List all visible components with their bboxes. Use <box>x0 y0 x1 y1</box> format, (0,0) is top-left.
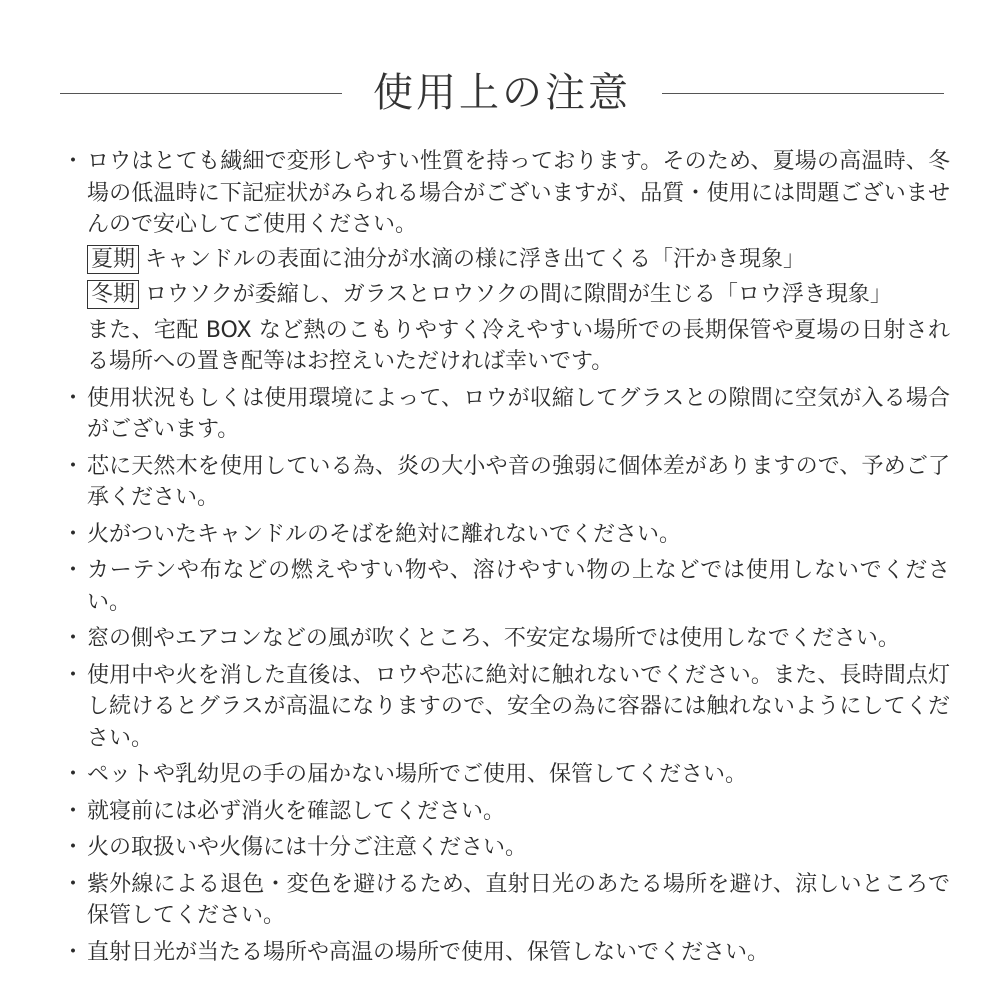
note-extra-text: また、宅配 BOX など熱のこもりやすく冷えやすい場所での長期保管や夏場の日射される場所への置き配等はお控えいただければ幸いです。 <box>87 317 950 374</box>
bullet: ・ <box>62 521 85 547</box>
note-item <box>60 759 950 791</box>
note-item <box>60 660 950 755</box>
winter-label-box: 冬期 <box>87 280 139 309</box>
bullet: ・ <box>62 453 85 479</box>
bullet: ・ <box>62 385 85 411</box>
header-rule-left <box>60 93 342 94</box>
note-text: 紫外線による退色・変色を避けるため、直射日光のあたる場所を避け、涼しいところで保管してください。 <box>87 871 950 928</box>
note-text: ロウはとても繊細で変形しやすい性質を持っております。そのため、夏場の高温時、冬場の低温時に下記症状がみられる場合がございますが、品質・使用には問題ございませんので安心してご使用ください。 <box>87 149 950 237</box>
note-item <box>60 832 950 864</box>
note-text: 芯に天然木を使用している為、炎の大小や音の強弱に個体差がありますので、予めご了承ください。 <box>87 453 950 510</box>
notes-list <box>60 146 950 973</box>
note-text: 就寝前には必ず消火を確認してください。 <box>87 798 506 824</box>
winter-text: ロウソクが委縮し、ガラスとロウソクの間に隙間が生じる「ロウ浮き現象」 <box>145 282 892 307</box>
note-item-wax <box>60 146 950 378</box>
note-text: 火の取扱いや火傷には十分ご注意ください。 <box>87 835 528 860</box>
note-text: ペットや乳幼児の手の届かない場所でご使用、保管してください。 <box>87 762 748 787</box>
note-text: 使用状況もしくは使用環境によって、ロウが収縮してグラスとの隙間に空気が入る場合がございます。 <box>87 385 950 442</box>
note-item <box>60 383 950 446</box>
summer-text: キャンドルの表面に油分が水滴の様に浮き出てくる「汗かき現象」 <box>145 246 806 272</box>
note-text: 直射日光が当たる場所や高温の場所で使用、保管しないでください。 <box>87 939 770 965</box>
note-item <box>60 623 950 655</box>
bullet: ・ <box>62 149 85 174</box>
header <box>60 58 944 128</box>
summer-label-box: 夏期 <box>87 245 139 274</box>
bullet: ・ <box>62 798 85 824</box>
note-item <box>60 869 950 932</box>
note-text: カーテンや布などの燃えやすい物や、溶けやすい物の上などでは使用しないでください。 <box>87 558 950 615</box>
note-text: 使用中や火を消した直後は、ロウや芯に絶対に触れないでください。また、長時間点灯し続けるとグラスが高温になりますので、安全の為に容器には触れないようにしてください。 <box>87 662 950 751</box>
bullet: ・ <box>62 762 85 787</box>
note-text: 窓の側やエアコンなどの風が吹くところ、不安定な場所では使用しなでください。 <box>87 626 900 651</box>
summer-note <box>87 244 950 276</box>
page-title: 使用上の注意 <box>373 70 631 116</box>
header-rule-right <box>662 93 944 94</box>
note-item <box>60 937 950 969</box>
note-text: 火がついたキャンドルのそばを絶対に離れないでください。 <box>87 521 682 547</box>
bullet: ・ <box>62 871 85 897</box>
note-item <box>60 519 950 551</box>
bullet: ・ <box>62 558 85 583</box>
note-item <box>60 796 950 828</box>
bullet: ・ <box>62 939 85 965</box>
note-item <box>60 451 950 514</box>
bullet: ・ <box>62 626 85 651</box>
bullet: ・ <box>62 662 85 688</box>
bullet: ・ <box>62 835 85 860</box>
winter-note <box>87 279 950 311</box>
note-item <box>60 555 950 618</box>
